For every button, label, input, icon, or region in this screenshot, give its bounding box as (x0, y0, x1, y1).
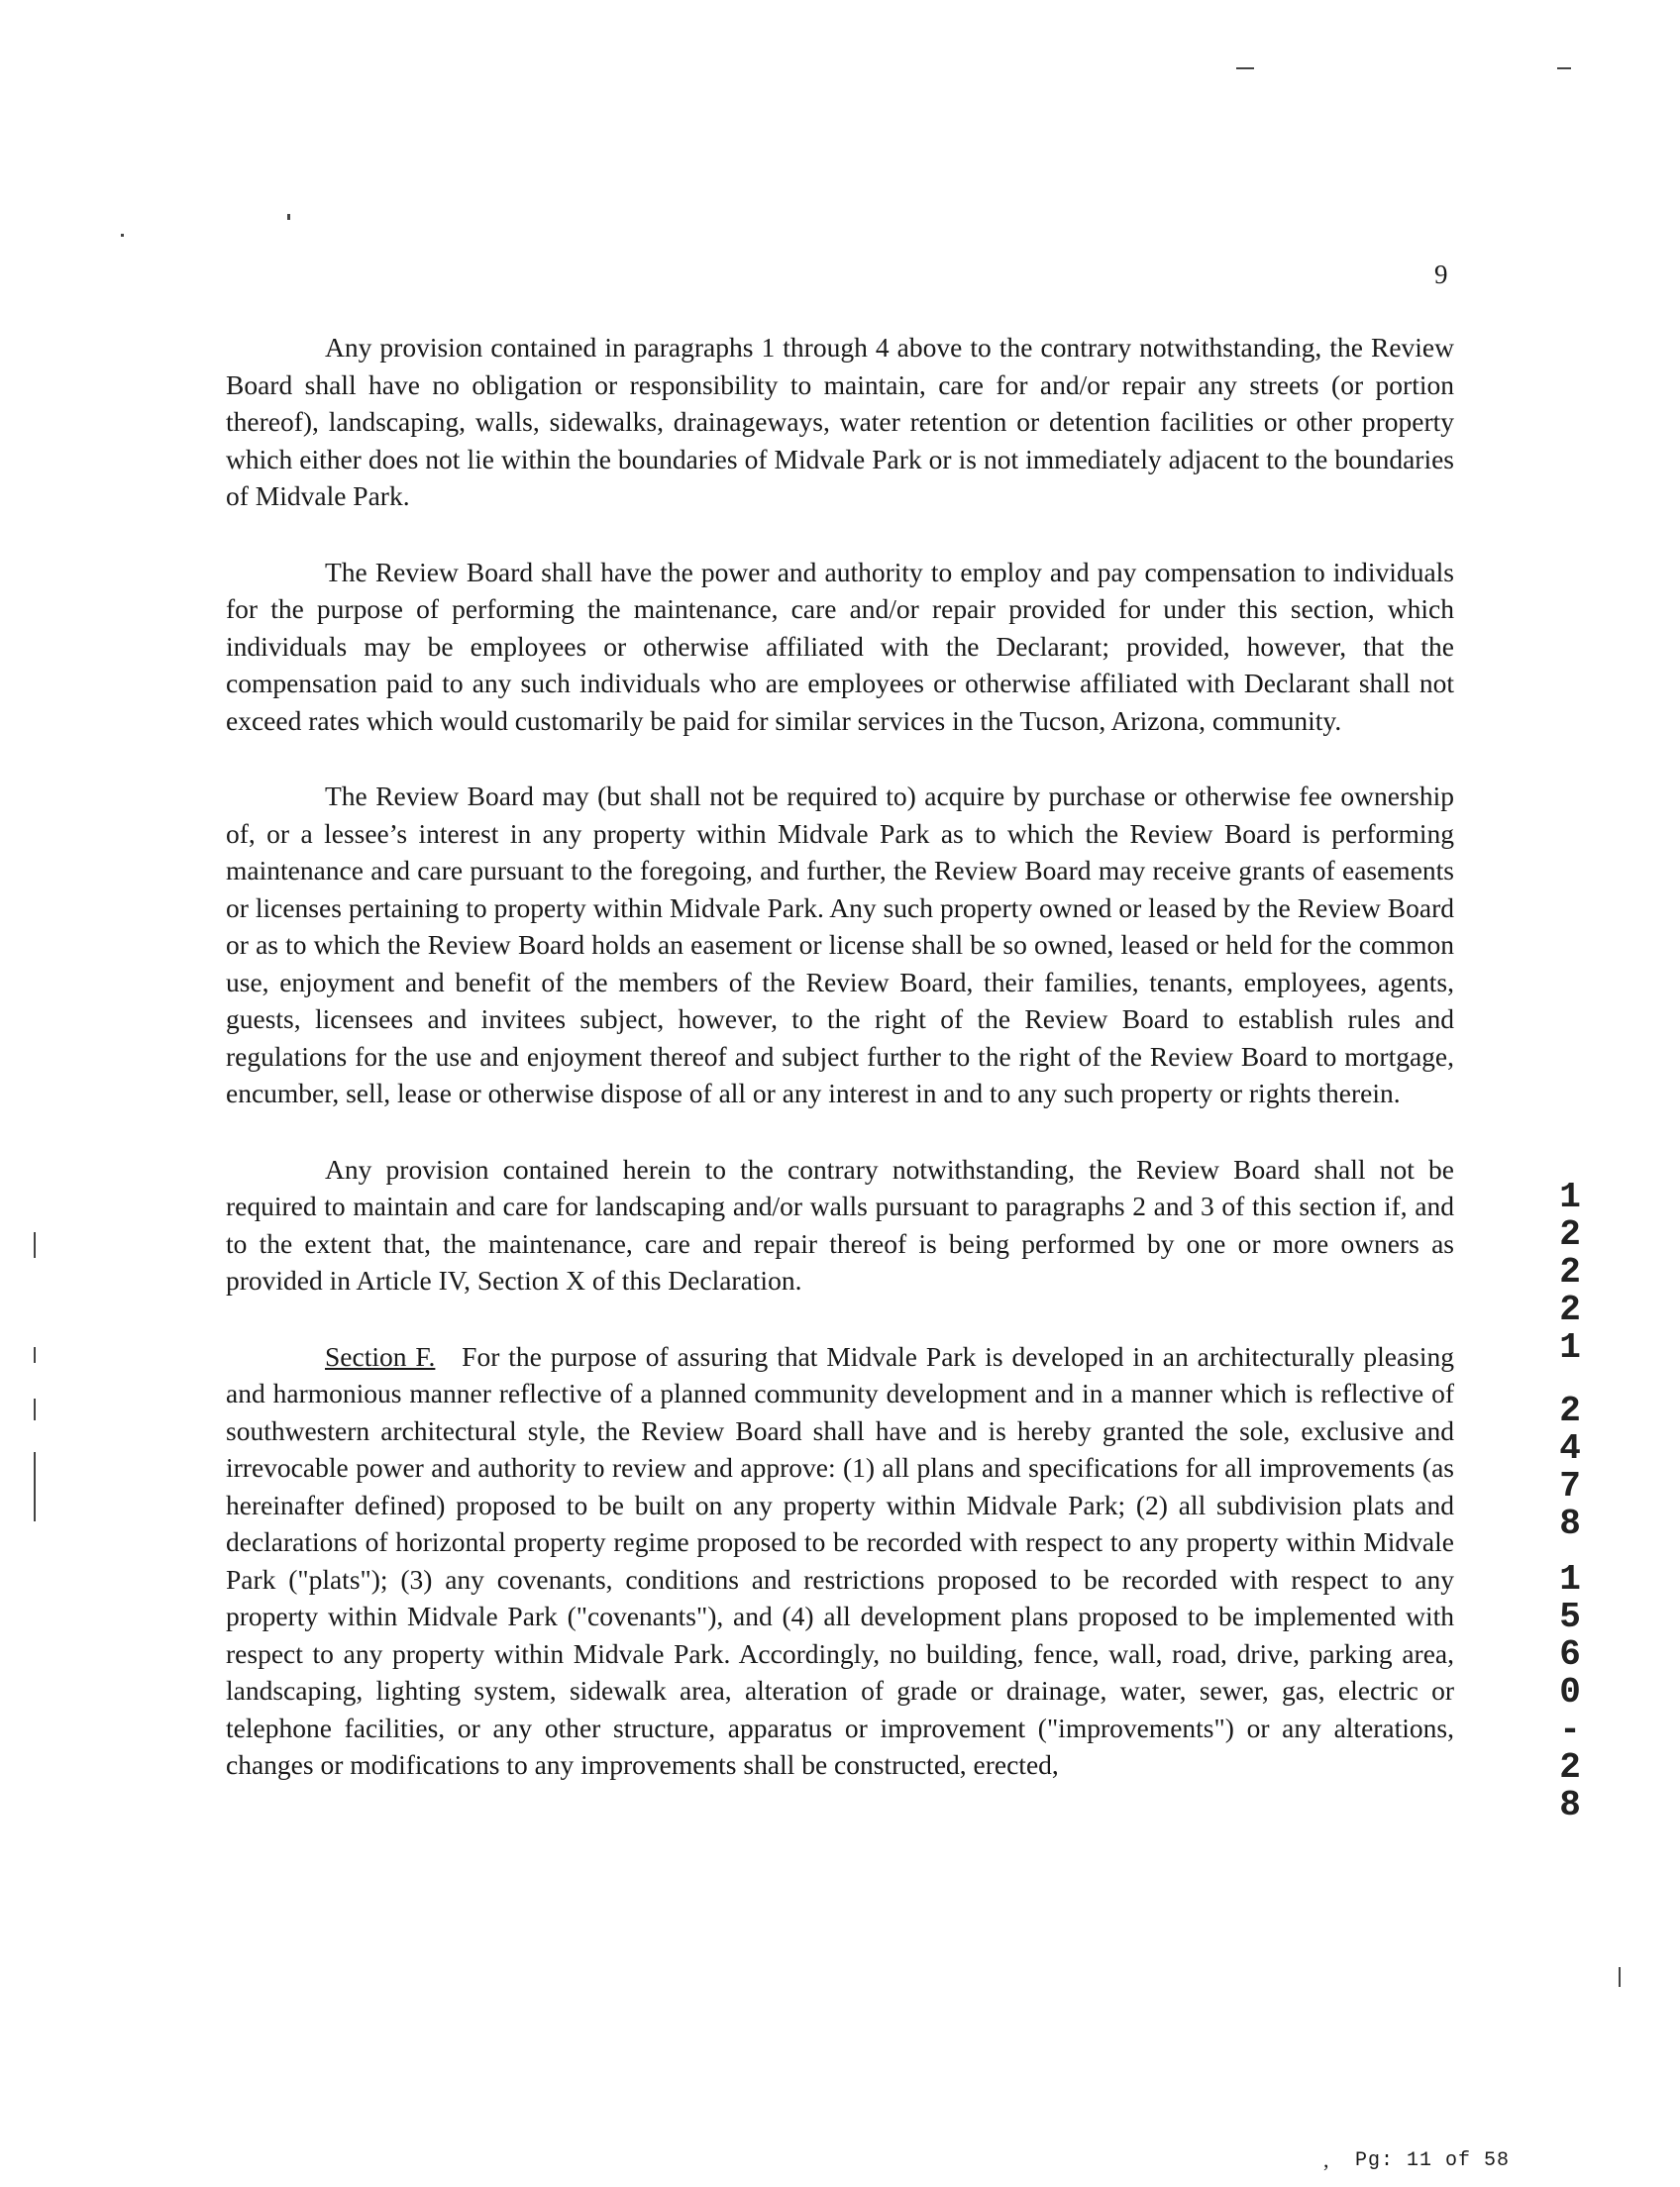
scan-mark (34, 1452, 36, 1521)
page-number: 9 (1434, 260, 1448, 289)
paragraph-acquisition: The Review Board may (but shall not be required to) acquire by purchase or otherwise fee ownership of, or a lessee’s interest in any property within Midvale Park as to which the Review Board is performing maintenance and care pursuant to the foregoing, and further, the Review Board may receive grants of easements or licenses pertaining to property within Midvale Park. Any such property owned or leased by the Review Board or as to which the Review Board holds an easement or license shall be so owned, leased or held for the common use, enjoyment and benefit of the members of the Review Board, their families, tenants, employees, agents, guests, licensees and invitees subject, however, to the right of the Review Board to establish rules and regulations for the use and enjoyment thereof and subject further to the right of the Review Board to mortgage, encumber, sell, lease or otherwise dispose of all or any interest in and to any such property or rights therein. (226, 781, 1454, 1108)
scan-mark (1236, 67, 1254, 69)
scan-mark (1619, 1967, 1621, 1987)
page-footer: Pg: 11 of 58 (1355, 2149, 1511, 2172)
scan-mark (34, 1232, 36, 1258)
document-body (226, 329, 1454, 1822)
scan-mark (34, 1399, 36, 1420)
scan-mark (121, 234, 124, 237)
paragraph-provision-landscaping: Any provision contained herein to the contrary notwithstanding, the Review Board shall not be required to maintain and care for landscaping and/or walls pursuant to paragraphs 2 and 3 of this section if, and to the extent that, the maintenance, care and repair thereof is being performed by one or more owners as provided in Article IV, Section X of this Declaration. (226, 1153, 1454, 1296)
scan-mark (1557, 67, 1571, 69)
paragraph-provision-1-4: Any provision contained in paragraphs 1 through 4 above to the contrary notwithstanding, the Review Board shall have no obligation or responsibility to maintain, care for and/or repair any streets (or portion thereof), landscaping, walls, sidewalks, drainageways, water retention or detention facilities or other property which either does not lie within the boundaries of Midvale Park or is not immediately adjacent to the boundaries of Midvale Park. (226, 332, 1454, 511)
scan-mark (34, 1347, 36, 1363)
scan-mark (287, 214, 290, 220)
docket-stamp-part-2: 2478 (1559, 1391, 1581, 1544)
docket-stamp-part-1: 12221 (1559, 1177, 1581, 1368)
section-f-text: For the purpose of assuring that Midvale Park is developed in an architecturally pleasing and harmonious manner reflective of a planned community development and in a manner which is reflective of southwestern architectural style, the Review Board shall have and is hereby granted the sole, exclusive and irrevocable power and authority to review and approve: (1) all plans and specifications for all improvements (as hereinafter defined) proposed to be built on any property within Midvale Park; (2) all subdivision plats and declarations of horizontal property regime proposed to be recorded with respect to any property within Midvale Park ("plats"); (3) any covenants, conditions and restrictions proposed to be recorded with respect to any property within Midvale Park ("covenants"), and (4) all development plans proposed to be implemented with respect to any property within Midvale Park. Accordingly, no building, fence, wall, road, drive, parking area, landscaping, lighting system, sidewalk area, alteration of grade or drainage, water, sewer, gas, electric or telephone facilities, or any other structure, apparatus or improvement ("improvements") or any alterations, changes or modifications to any improvements shall be constructed, erected, (226, 1340, 1454, 1780)
paragraph-section-f (226, 1338, 1454, 1784)
footer-mark: , (1323, 2147, 1329, 2172)
section-f-label: Section F. (325, 1340, 436, 1372)
docket-stamp-part-3: 1560-28 (1559, 1559, 1581, 1825)
paragraph-compensation: The Review Board shall have the power and authority to employ and pay compensation to individuals for the purpose of performing the maintenance, care and/or repair provided for under this section, which individuals may be employees or otherwise affiliated with the Declarant; provided, however, that the compensation paid to any such individuals who are employees or otherwise affiliated with Declarant shall not exceed rates which would customarily be paid for similar services in the Tucson, Arizona, community. (226, 556, 1454, 736)
